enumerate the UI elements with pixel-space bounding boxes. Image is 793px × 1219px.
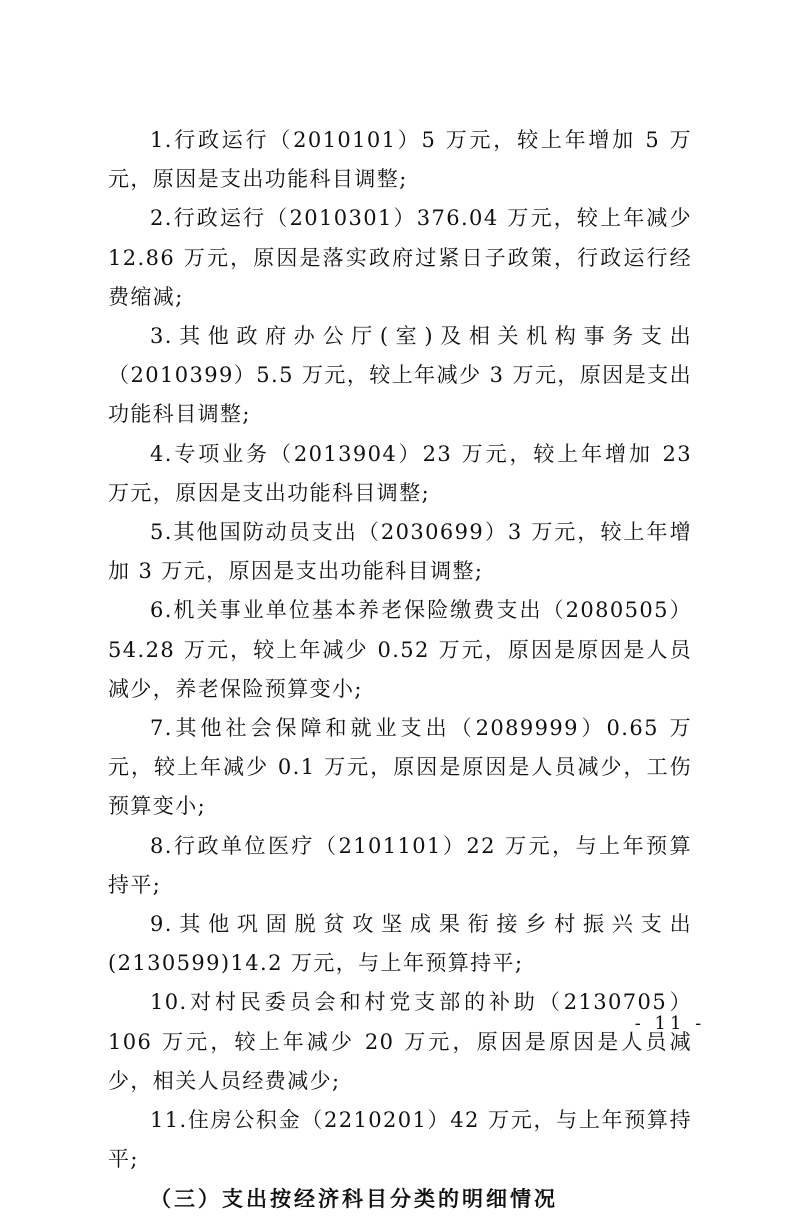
list-item: 6.机关事业单位基本养老保险缴费支出（2080505）54.28 万元，较上年减少 0.52 万元，原因是原因是人员减少，养老保险预算变小; bbox=[108, 598, 692, 701]
list-item: 4.专项业务（2013904）23 万元，较上年增加 23 万元，原因是支出功能科目调整; bbox=[108, 441, 692, 505]
list-item: 1.行政运行（2010101）5 万元，较上年增加 5 万元，原因是支出功能科目调整; bbox=[108, 128, 692, 192]
list-item: 5.其他国防动员支出（2030699）3 万元，较上年增加 3 万元，原因是支出功能科目调整; bbox=[108, 520, 692, 584]
list-item: 9.其他巩固脱贫攻坚成果衔接乡村振兴支出(2130599)14.2 万元，与上年预算持平; bbox=[108, 912, 692, 976]
body-text bbox=[108, 121, 692, 1219]
section-heading: （三）支出按经济科目分类的明细情况 bbox=[150, 1186, 558, 1212]
list-item: 2.行政运行（2010301）376.04 万元，较上年减少 12.86 万元，原因是落实政府过紧日子政策，行政运行经费缩减; bbox=[108, 206, 692, 309]
list-item: 3.其他政府办公厅(室)及相关机构事务支出（2010399）5.5 万元，较上年减少 3 万元，原因是支出功能科目调整; bbox=[108, 324, 692, 427]
list-item: 10.对村民委员会和村党支部的补助（2130705）106 万元，较上年减少 20 万元，原因是原因是人员减少，相关人员经费减少; bbox=[108, 990, 692, 1093]
list-item: 7.其他社会保障和就业支出（2089999）0.65 万元，较上年减少 0.1 万元，原因是原因是人员减少，工伤预算变小; bbox=[108, 716, 692, 819]
page-number: - 11 - bbox=[634, 1013, 706, 1034]
list-item: 11.住房公积金（2210201）42 万元，与上年预算持平; bbox=[108, 1108, 692, 1172]
list-item: 8.行政单位医疗（2101101）22 万元，与上年预算持平; bbox=[108, 833, 692, 897]
